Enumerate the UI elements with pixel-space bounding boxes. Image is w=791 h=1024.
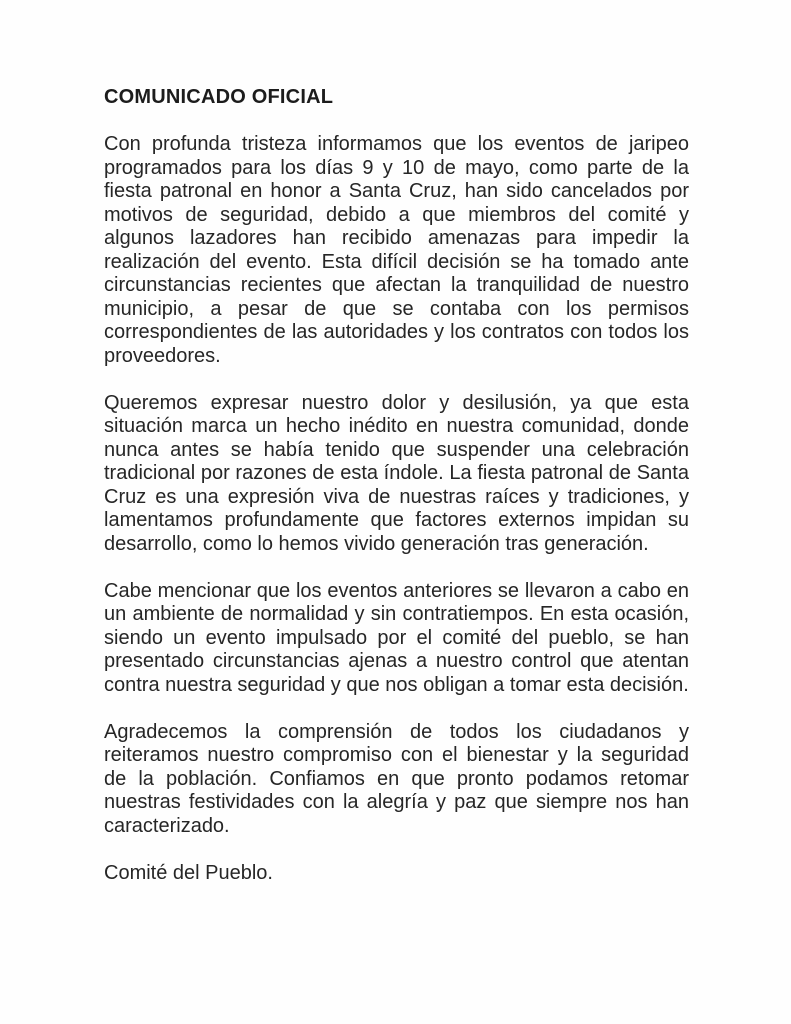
paragraph-thanks-and-commitment: Agradecemos la comprensión de todos los ciudadanos y reiteramos nuestro compromiso con el bienestar y la seguridad de la población. Confiamos en que pronto podamos retomar nuestras festividades con la alegría y paz que siempre nos han caracterizado.: [104, 720, 689, 837]
document-title: COMUNICADO OFICIAL: [104, 86, 334, 108]
document-content: [104, 86, 689, 885]
signature-line: Comité del Pueblo.: [104, 861, 273, 884]
paragraph-expression-of-sorrow: Queremos expresar nuestro dolor y desilusión, ya que esta situación marca un hecho inédito en nuestra comunidad, donde nunca antes se había tenido que suspender una celebración tradicional por razones de esta índole. La fiesta patronal de Santa Cruz es una expresión viva de nuestras raíces y tradiciones, y lamentamos profundamente que factores externos impidan su desarrollo, como lo hemos vivido generación tras generación.: [104, 391, 689, 555]
paragraph-cancellation-announcement: Con profunda tristeza informamos que los eventos de jaripeo programados para los días 9 y 10 de mayo, como parte de la fiesta patronal en honor a Santa Cruz, han sido cancelados por motivos de seguridad, debido a que miembros del comité y algunos lazadores han recibido amenazas para impedir la realización del evento. Esta difícil decisión se ha tomado ante circunstancias recientes que afectan la tranquilidad de nuestro municipio, a pesar de que se contaba con los permisos correspondientes de las autoridades y los contratos con todos los proveedores.: [104, 133, 689, 367]
paragraph-previous-events: Cabe mencionar que los eventos anteriores se llevaron a cabo en un ambiente de normalidad y sin contratiempos. En esta ocasión, siendo un evento impulsado por el comité del pueblo, se han presentado circunstancias ajenas a nuestro control que atentan contra nuestra seguridad y que nos obligan a tomar esta decisión.: [104, 579, 689, 696]
